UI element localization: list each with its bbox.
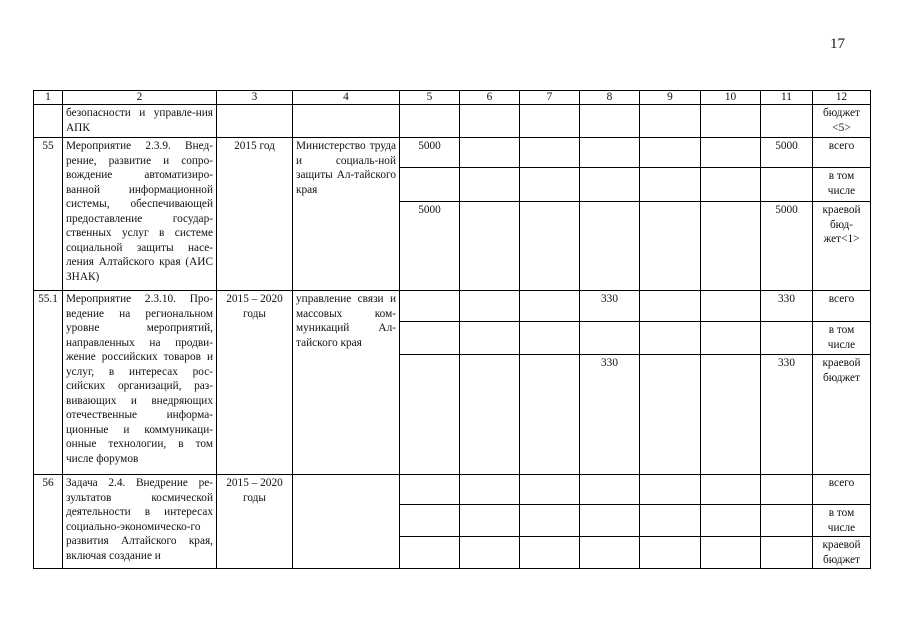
value-cell: 5000 xyxy=(400,202,460,291)
funding-source: в том числе xyxy=(813,322,871,355)
page-number: 17 xyxy=(830,36,845,52)
header-cell: 4 xyxy=(293,91,400,105)
funding-source: всего xyxy=(813,475,871,505)
funding-source: краевой бюджет xyxy=(813,537,871,569)
table-row xyxy=(34,291,871,322)
activity-name: безопасности и управле-ния АПК xyxy=(63,105,217,138)
row-number: 55 xyxy=(34,138,63,291)
header-cell: 10 xyxy=(701,91,761,105)
header-cell: 1 xyxy=(34,91,63,105)
program-table xyxy=(33,90,871,569)
header-cell: 12 xyxy=(813,91,871,105)
funding-source: всего xyxy=(813,291,871,322)
table-row xyxy=(34,105,871,138)
funding-source: всего xyxy=(813,138,871,168)
period: 2015 год xyxy=(217,138,293,291)
funding-source: бюджет <5> xyxy=(813,105,871,138)
table-row xyxy=(34,138,871,168)
funding-source: краевой бюджет xyxy=(813,355,871,475)
row-number: 55.1 xyxy=(34,291,63,475)
activity-name: Задача 2.4. Внедрение ре-зультатов космической деятельности в интересах социально-экономическо-го развития Алтайского края, включая создание и xyxy=(63,475,217,569)
activity-name: Мероприятие 2.3.9. Внед-рение, развитие и сопро-вождение автоматизиро-ванной информационной системы, обеспечивающей предоставление государ-ственных услуг в системе социальной защиты насе-ления Алтайского края (АИС ЗНАК) xyxy=(63,138,217,291)
value-cell: 5000 xyxy=(761,138,813,168)
value-cell: 330 xyxy=(761,291,813,322)
header-cell: 5 xyxy=(400,91,460,105)
value-cell: 330 xyxy=(761,355,813,475)
value-cell: 330 xyxy=(580,291,640,322)
period: 2015 – 2020 годы xyxy=(217,475,293,569)
header-cell: 7 xyxy=(520,91,580,105)
header-cell: 2 xyxy=(63,91,217,105)
funding-source: в том числе xyxy=(813,168,871,202)
value-cell: 5000 xyxy=(761,202,813,291)
header-cell: 9 xyxy=(640,91,701,105)
executor: управление связи и массовых ком-муникаций Ал-тайского края xyxy=(293,291,400,475)
funding-source: в том числе xyxy=(813,505,871,537)
value-cell: 330 xyxy=(580,355,640,475)
header-row xyxy=(34,91,871,105)
executor: Министерство труда и социаль-ной защиты Ал-тайского края xyxy=(293,138,400,291)
row-number: 56 xyxy=(34,475,63,569)
period: 2015 – 2020 годы xyxy=(217,291,293,475)
header-cell: 11 xyxy=(761,91,813,105)
header-cell: 8 xyxy=(580,91,640,105)
value-cell: 5000 xyxy=(400,138,460,168)
header-cell: 3 xyxy=(217,91,293,105)
funding-source: краевой бюд-жет<1> xyxy=(813,202,871,291)
header-cell: 6 xyxy=(460,91,520,105)
table-row xyxy=(34,475,871,505)
activity-name: Мероприятие 2.3.10. Про-ведение на региональном уровне мероприятий, направленных на продви-жение российских товаров и услуг, в интересах рос-сийских организаций, раз-вивающих и внедряющих отечественные информа-ционные и коммуникаци-онные технологии, в том числе форумов xyxy=(63,291,217,475)
